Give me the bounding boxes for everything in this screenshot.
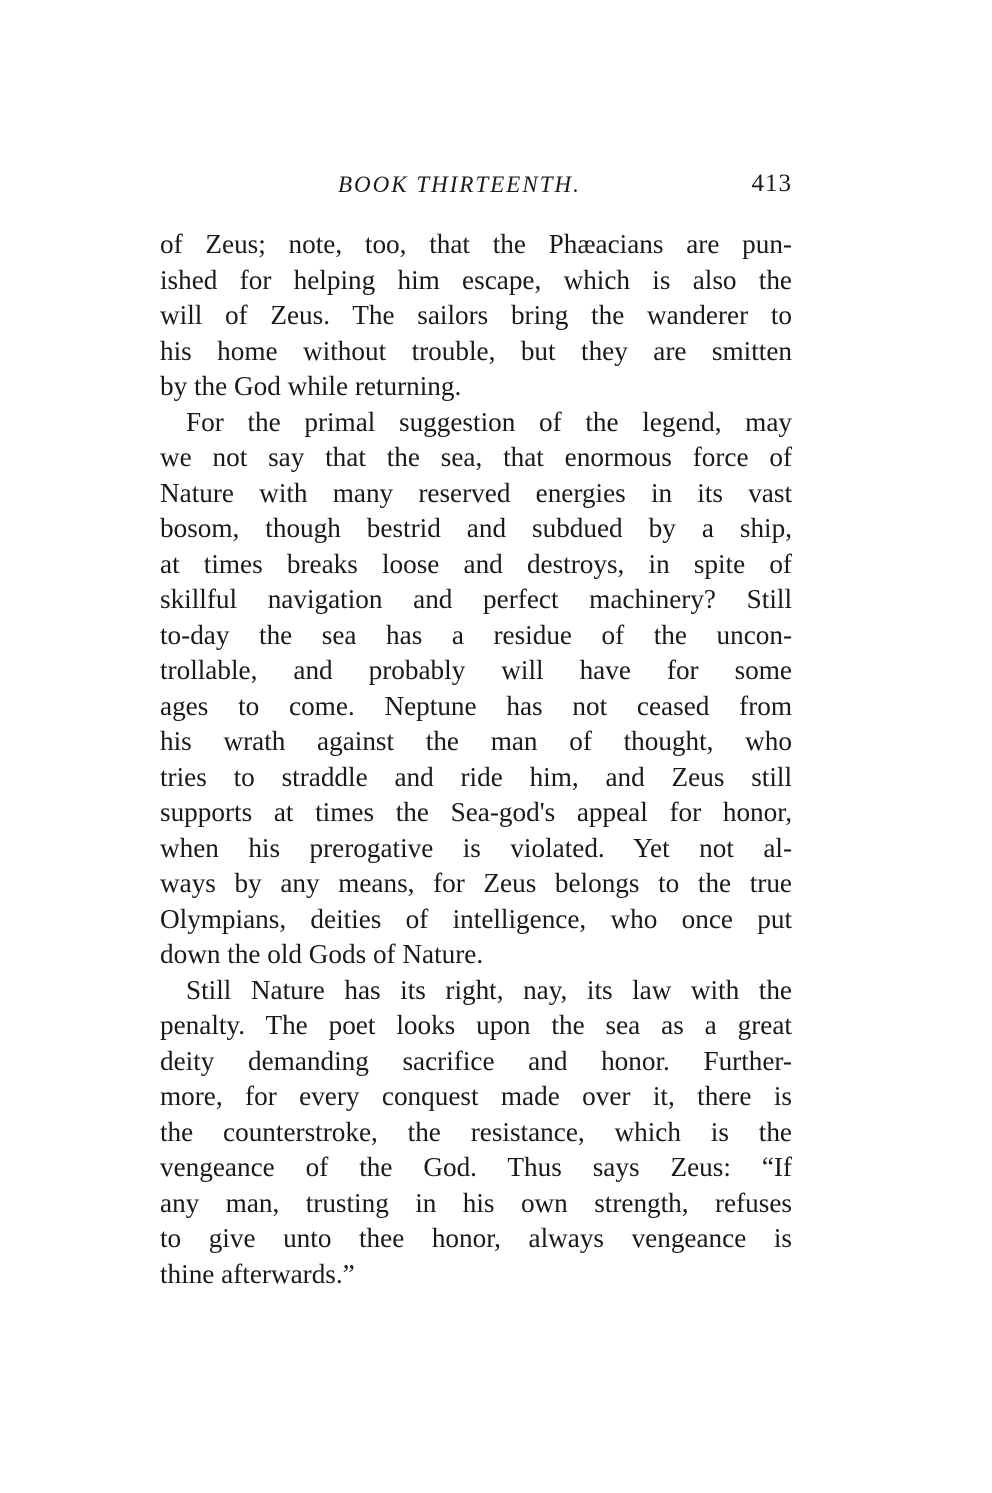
text-line: Still Nature has its right, nay, its law with the <box>186 974 792 1005</box>
page-number: 413 <box>751 170 792 197</box>
text-line: his wrath against the man of thought, who <box>160 726 792 756</box>
text-line: Nature with many reserved energies in its vast <box>160 477 792 508</box>
text-line: ages to come. Neptune has not ceased from <box>160 690 792 721</box>
paragraph-primal-suggestion <box>160 405 792 973</box>
text-line: the counterstroke, the resistance, which is the <box>160 1116 792 1147</box>
text-line: deity demanding sacrifice and honor. Further- <box>160 1045 792 1076</box>
text-line: ished for helping him escape, which is also the <box>160 264 792 295</box>
text-line: trollable, and probably will have for some <box>160 655 792 685</box>
text-line: down the old Gods of Nature. <box>160 939 484 969</box>
text-line: to-day the sea has a residue of the uncon- <box>160 619 792 650</box>
text-line: his home without trouble, but they are smitten <box>160 335 792 366</box>
text-line: of Zeus; note, too, that the Phæacians are pun- <box>160 229 792 259</box>
text-line: more, for every conquest made over it, there is <box>160 1081 792 1111</box>
text-line: penalty. The poet looks upon the sea as a great <box>160 1010 792 1040</box>
text-line: supports at times the Sea-god's appeal for honor, <box>160 797 792 827</box>
body-text <box>160 227 792 1292</box>
paragraph-nature-right <box>160 973 792 1293</box>
text-line: to give unto thee honor, always vengeance is <box>160 1223 792 1253</box>
text-line: at times breaks loose and destroys, in spite of <box>160 548 792 579</box>
text-line: by the God while returning. <box>160 371 462 401</box>
text-line: Olympians, deities of intelligence, who once put <box>160 903 792 934</box>
text-line: we not say that the sea, that enormous force of <box>160 442 792 472</box>
text-line: any man, trusting in his own strength, refuses <box>160 1187 792 1218</box>
text-line: skillful navigation and perfect machinery? Still <box>160 584 792 614</box>
running-head <box>160 170 792 204</box>
text-line: vengeance of the God. Thus says Zeus: “If <box>160 1152 792 1182</box>
running-title: BOOK THIRTEENTH. <box>338 172 581 197</box>
text-line: bosom, though bestrid and subdued by a ship, <box>160 513 792 543</box>
text-line: thine afterwards.” <box>160 1258 355 1289</box>
text-line: For the primal suggestion of the legend, may <box>186 406 792 437</box>
text-line: ways by any means, for Zeus belongs to the true <box>160 868 792 898</box>
text-line: when his prerogative is violated. Yet not al- <box>160 832 792 863</box>
paragraph-continued <box>160 227 792 405</box>
text-line: will of Zeus. The sailors bring the wanderer to <box>160 300 792 330</box>
text-line: tries to straddle and ride him, and Zeus still <box>160 761 792 792</box>
